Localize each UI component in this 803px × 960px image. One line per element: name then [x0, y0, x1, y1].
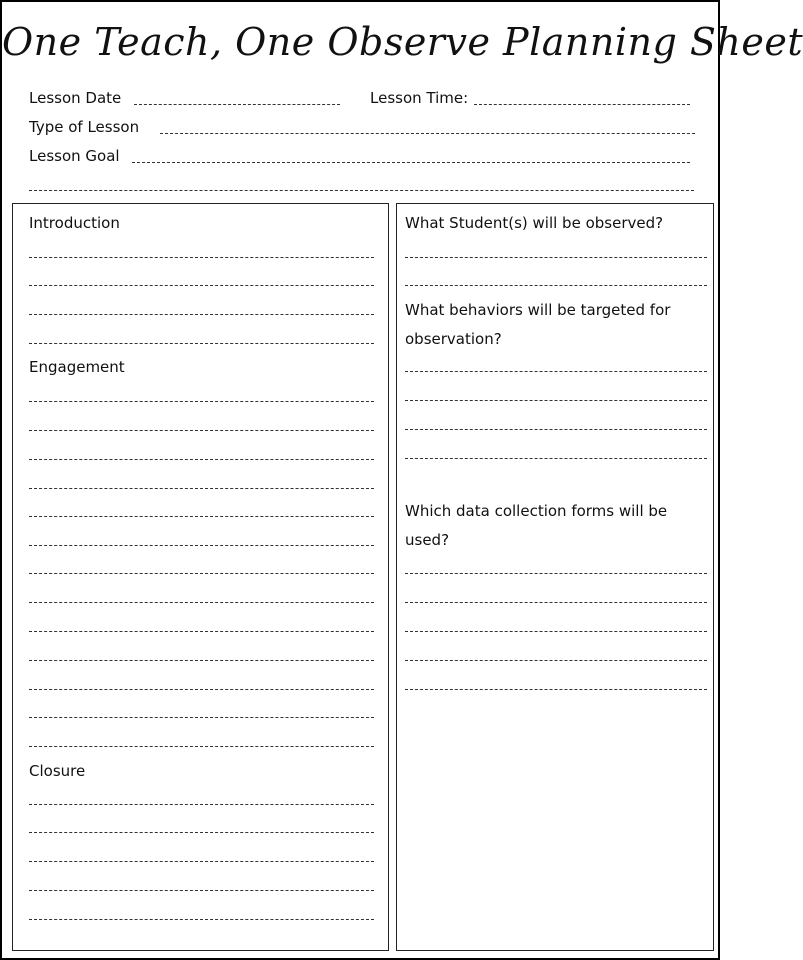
- engagement-line[interactable]: [29, 746, 374, 747]
- engagement-line[interactable]: [29, 459, 374, 460]
- introduction-line[interactable]: [29, 343, 374, 344]
- students-observed-line[interactable]: [405, 257, 707, 258]
- introduction-label: Introduction: [29, 214, 120, 232]
- type-of-lesson-field[interactable]: [160, 133, 695, 134]
- engagement-line[interactable]: [29, 689, 374, 690]
- introduction-line[interactable]: [29, 257, 374, 258]
- closure-line[interactable]: [29, 832, 374, 833]
- engagement-line[interactable]: [29, 545, 374, 546]
- targeted-behaviors-question: What behaviors will be targeted for observation?: [405, 301, 671, 348]
- data-collection-forms-line[interactable]: [405, 573, 707, 574]
- students-observed-line[interactable]: [405, 285, 707, 286]
- targeted-behaviors-line[interactable]: [405, 429, 707, 430]
- engagement-line[interactable]: [29, 430, 374, 431]
- engagement-line[interactable]: [29, 516, 374, 517]
- targeted-behaviors-line[interactable]: [405, 400, 707, 401]
- data-collection-forms-line[interactable]: [405, 660, 707, 661]
- engagement-line[interactable]: [29, 602, 374, 603]
- data-collection-forms-line[interactable]: [405, 631, 707, 632]
- engagement-label: Engagement: [29, 358, 125, 376]
- closure-line[interactable]: [29, 861, 374, 862]
- lesson-date-label: Lesson Date: [29, 89, 122, 107]
- lesson-goal-field-continued[interactable]: [29, 190, 694, 191]
- data-collection-forms-question: Which data collection forms will be used?: [405, 502, 668, 549]
- closure-line[interactable]: [29, 919, 374, 920]
- engagement-line[interactable]: [29, 401, 374, 402]
- engagement-line[interactable]: [29, 660, 374, 661]
- targeted-behaviors-line[interactable]: [405, 371, 707, 372]
- engagement-line[interactable]: [29, 488, 374, 489]
- page-title: One Teach, One Observe Planning Sheet: [2, 20, 803, 64]
- engagement-line[interactable]: [29, 631, 374, 632]
- closure-label: Closure: [29, 762, 86, 780]
- lesson-plan-panel: [12, 203, 389, 951]
- observation-panel: [396, 203, 714, 951]
- lesson-time-field[interactable]: [474, 104, 690, 105]
- closure-line[interactable]: [29, 804, 374, 805]
- engagement-line[interactable]: [29, 717, 374, 718]
- introduction-line[interactable]: [29, 285, 374, 286]
- type-of-lesson-label: Type of Lesson: [29, 118, 140, 136]
- closure-line[interactable]: [29, 890, 374, 891]
- data-collection-forms-line[interactable]: [405, 602, 707, 603]
- data-collection-forms-line[interactable]: [405, 689, 707, 690]
- targeted-behaviors-line[interactable]: [405, 458, 707, 459]
- lesson-date-field[interactable]: [134, 104, 340, 105]
- lesson-time-label: Lesson Time:: [370, 89, 469, 107]
- introduction-line[interactable]: [29, 314, 374, 315]
- students-observed-question: What Student(s) will be observed?: [405, 214, 664, 232]
- engagement-line[interactable]: [29, 573, 374, 574]
- lesson-goal-label: Lesson Goal: [29, 147, 120, 165]
- lesson-goal-field[interactable]: [132, 162, 690, 163]
